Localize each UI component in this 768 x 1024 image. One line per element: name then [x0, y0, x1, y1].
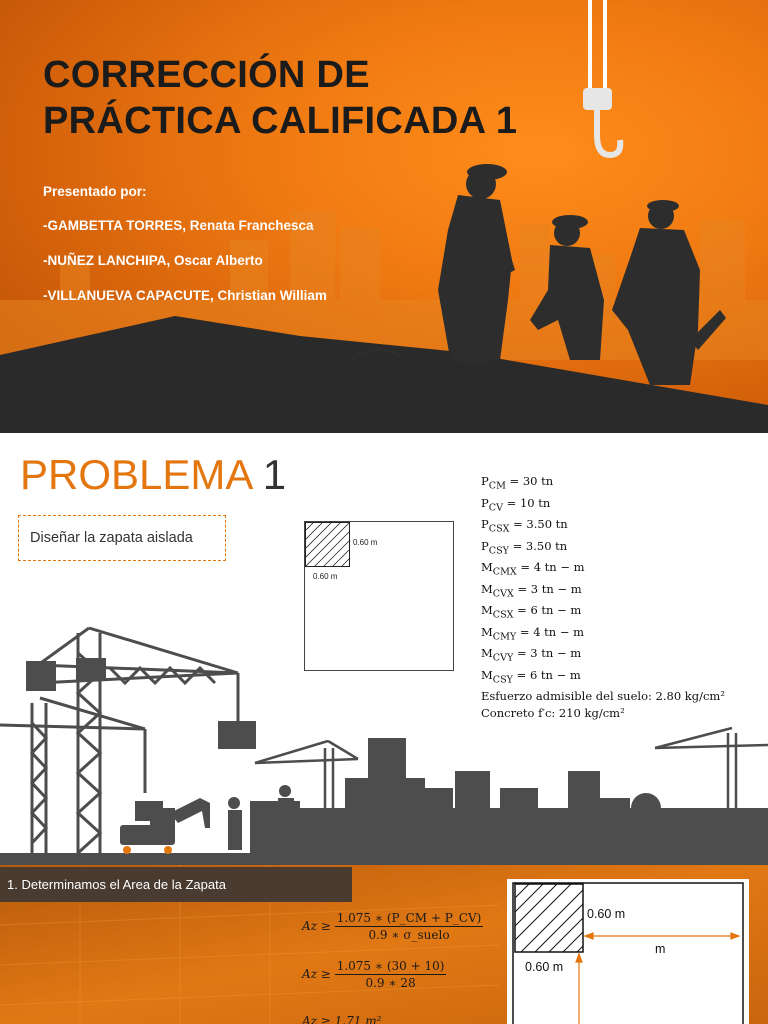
moment-row: $M_{CVX} = 3$ tn − m [481, 581, 582, 599]
column-hatch [305, 522, 351, 568]
step-title: 1. Determinamos el Area de la Zapata [7, 877, 226, 892]
load-value: = 3 tn − m [517, 581, 582, 596]
fraction-denominator: 0.9 ∗ σ_suelo [368, 928, 450, 942]
footing-dimension-diagram [507, 879, 749, 1024]
excavator-lights [123, 846, 172, 854]
load-value: = 6 tn − m [517, 603, 582, 617]
title-line-2: PRÁCTICA CALIFICADA 1 [43, 100, 518, 142]
load-value: = 30 tn [509, 474, 554, 488]
formula-lhs: Az ≥ [302, 919, 331, 933]
formula-lhs: Az ≥ [302, 967, 331, 981]
load-data-list [481, 473, 725, 722]
column-width-label: 0.60 m [353, 538, 378, 547]
moment-row: $M_{CSX} = 6$ tn − m [481, 603, 582, 621]
fraction-numerator: 1.075 ∗ (P_CM + P_CV) [336, 911, 482, 925]
moment-row: $M_{CVY} = 3$ tn − m [481, 646, 582, 664]
problem-title [20, 451, 286, 499]
presentation-title [43, 52, 517, 144]
skyline-silhouette [0, 738, 768, 865]
load-subscript: CSY [488, 544, 509, 556]
presented-by-label: Presentado por: [43, 184, 147, 199]
area-formula-general [302, 911, 483, 942]
title-line-1: CORRECCIÓN DE [43, 54, 370, 96]
area-result: Az ≥ 1.71 m² [302, 1014, 382, 1024]
fraction-denominator: 0.9 ∗ 28 [365, 976, 416, 990]
problem-title-number: 1 [262, 451, 287, 498]
soil-stress: Esfuerzo admisible del suelo: 2.80 kg/cm² [481, 689, 725, 703]
presenter-name: -NUÑEZ LANCHIPA, Oscar Alberto [43, 253, 263, 268]
load-row: $P_{CM} = 30$ tn [481, 474, 554, 492]
load-value: = 10 tn [506, 495, 551, 510]
load-value: = 4 tn − m [519, 624, 585, 639]
task-text: Diseñar la zapata aislada [30, 530, 193, 546]
workers-silhouette-icon [228, 785, 294, 850]
load-value: = 3 tn − m [517, 646, 582, 660]
column-depth-label: 0.60 m [313, 572, 338, 581]
dimension-m-label: m [655, 942, 666, 956]
load-subscript: CM [488, 480, 506, 492]
footing-plan-diagram [304, 521, 454, 671]
solution-slide [0, 865, 768, 1024]
load-value: = 4 tn − m [520, 560, 585, 574]
load-subscript: CV [488, 501, 503, 513]
title-slide [0, 0, 768, 433]
problem-slide [0, 433, 768, 865]
load-subscript: CVY [492, 652, 514, 664]
footing-dimension-drawing [507, 879, 749, 1024]
fraction-numerator: 1.075 ∗ (30 + 10) [336, 959, 445, 973]
fraction [335, 911, 484, 942]
load-subscript: CSY [492, 673, 513, 685]
load-value: = 6 tn − m [516, 667, 581, 682]
load-subscript: CMX [492, 566, 517, 578]
excavator-icon [120, 798, 210, 845]
load-row: $P_{CV} = 10$ tn [481, 495, 551, 513]
area-formula-substituted [302, 959, 446, 990]
column-depth-label: 0.60 m [525, 960, 564, 974]
moment-row: $M_{CMY} = 4$ tn − m [481, 624, 585, 642]
load-subscript: CMY [492, 630, 517, 642]
load-row: $P_{CSY} = 3.50$ tn [481, 538, 568, 556]
load-value: = 3.50 tn [512, 538, 568, 553]
column-width-label: 0.60 m [587, 907, 626, 921]
moment-row: $M_{CSY} = 6$ tn − m [481, 667, 581, 685]
step-header [0, 867, 352, 902]
load-subscript: CSX [488, 523, 510, 535]
concrete-strength: Concreto f′c: 210 kg/cm² [481, 706, 625, 721]
load-value: = 3.50 tn [513, 517, 568, 531]
load-row: $P_{CSX} = 3.50$ tn [481, 517, 568, 535]
crane-hook-icon [583, 0, 620, 155]
presenter-name: -VILLANUEVA CAPACUTE, Christian William [43, 288, 327, 303]
problem-title-word: PROBLEMA [20, 451, 252, 498]
fraction [335, 959, 447, 990]
presenter-name: -GAMBETTA TORRES, Renata Franchesca [43, 218, 314, 233]
load-subscript: CVX [492, 587, 514, 599]
load-subscript: CSX [492, 609, 514, 621]
task-statement [18, 515, 226, 561]
moment-row: $M_{CMX} = 4$ tn − m [481, 560, 585, 578]
